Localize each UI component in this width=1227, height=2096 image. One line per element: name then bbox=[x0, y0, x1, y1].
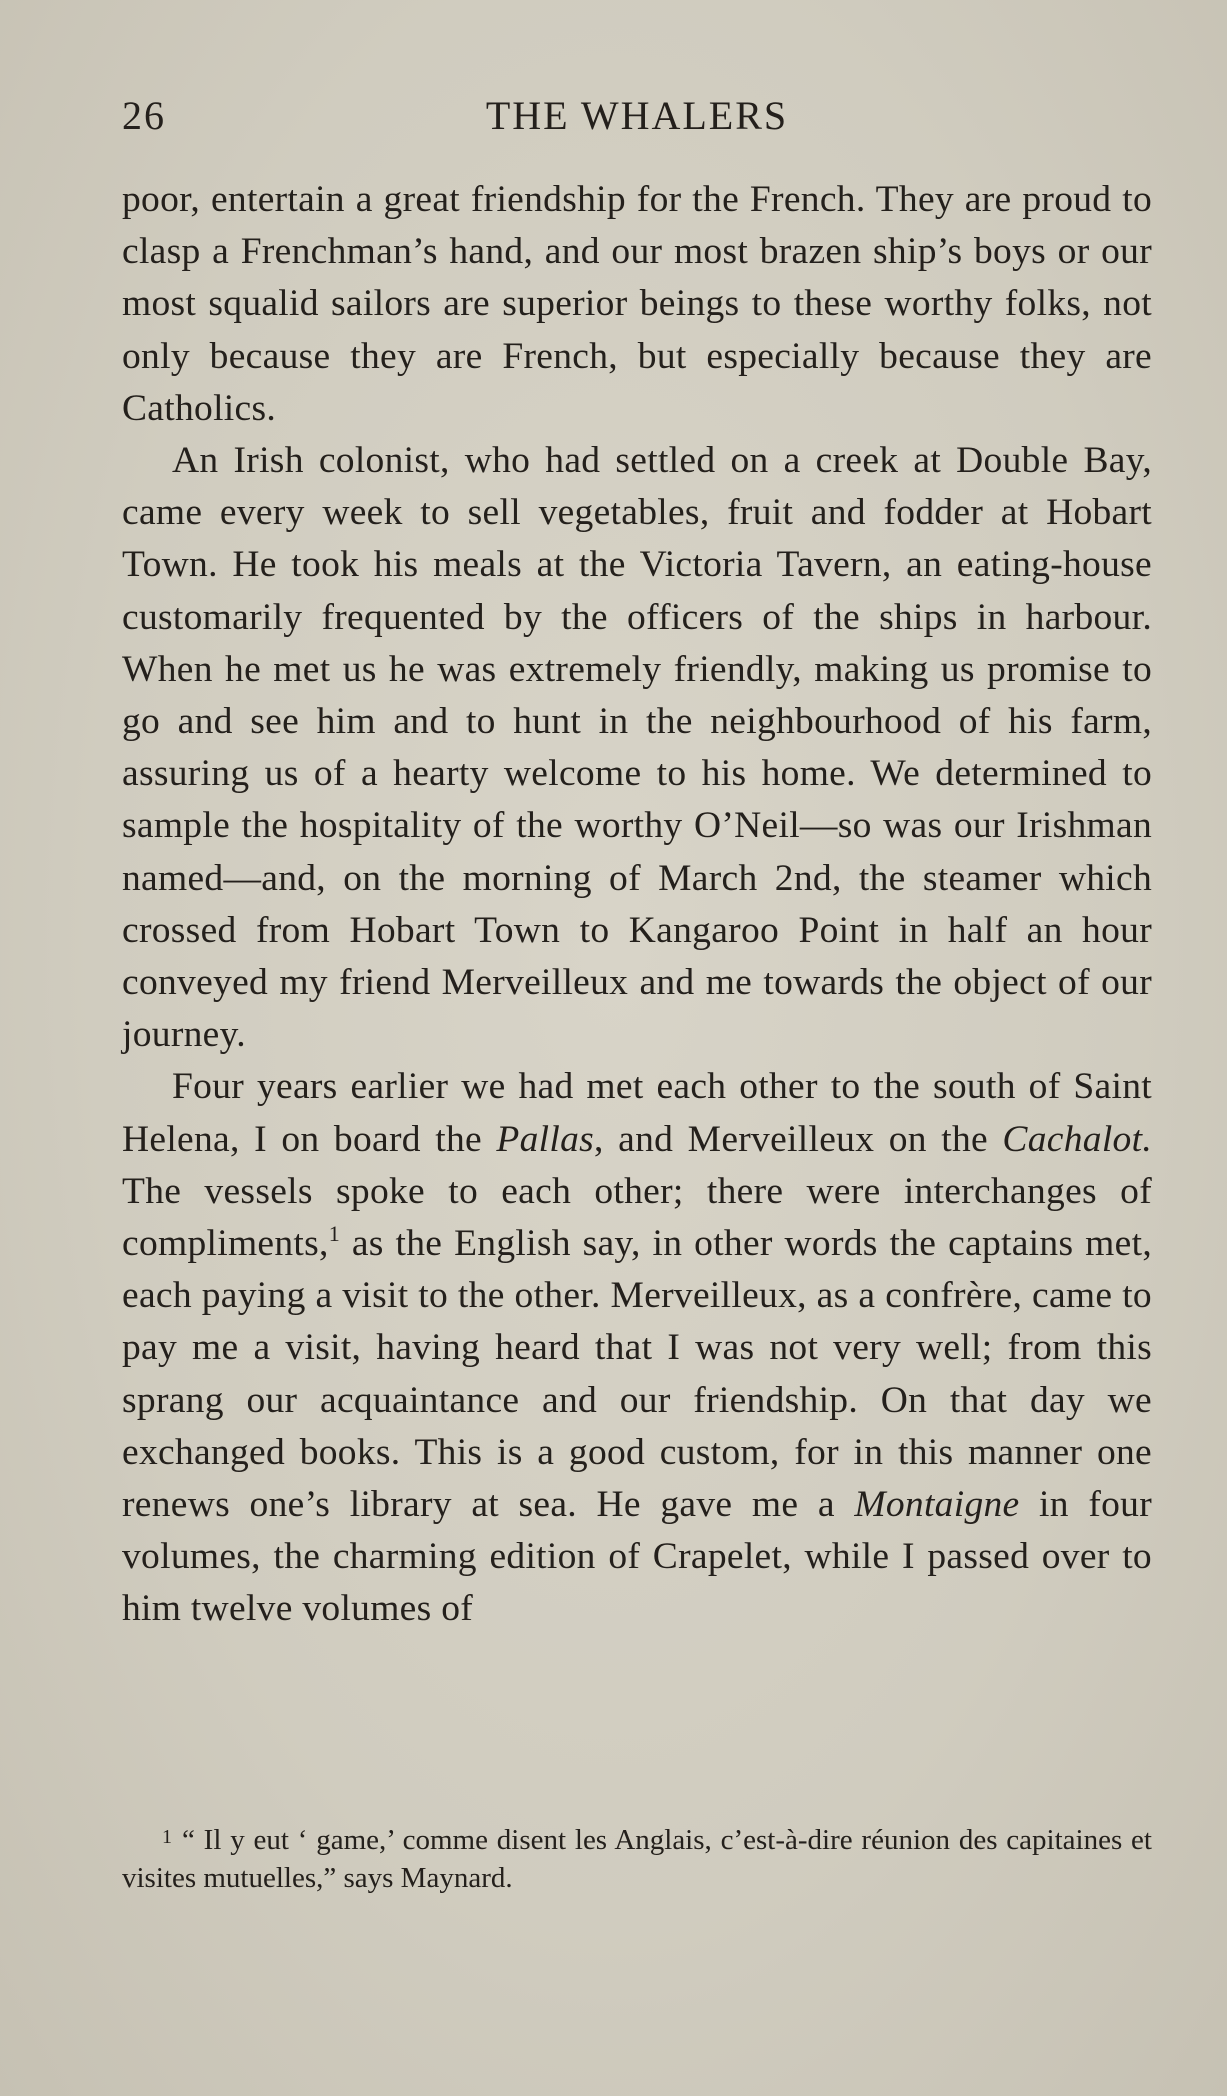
paragraph-2 bbox=[122, 435, 1152, 1061]
paragraph-text: , and Merveilleux on the bbox=[594, 1118, 1003, 1160]
paragraph-text: poor, entertain a great friendship for the French. They are proud to clasp a Frenchman’s hand, and our most brazen ship’s boys or our most squalid sailors are superior beings to these worthy folks, not only because they are French, but especially because they are Catholics. bbox=[122, 179, 1152, 429]
paragraph-3 bbox=[122, 1061, 1152, 1635]
paragraph-text: in four volumes, the charming edition of Crapelet, while I passed over to him twelve volumes of bbox=[122, 1484, 1152, 1630]
footnote-text: “ Il y eut ‘ game,’ comme disent les Anglais, c’est-à-dire réunion des capitaines et visites mutuelles,” says Maynard. bbox=[122, 1824, 1152, 1894]
paragraph-text: An Irish colonist, who had settled on a creek at Double Bay, came every week to sell vegetables, fruit and fodder at Hobart Town. He took his meals at the Victoria Tavern, an eating-house customarily frequented by the officers of the ships in harbour. When he met us he was extremely friendly, making us promise to go and see him and to hunt in the neighbourhood of his farm, assuring us of a hearty welcome to his home. We determined to sample the hospitality of the worthy O’Neil—so was our Irishman named—and, on the morning of March 2nd, the steamer which crossed from Hobart Town to Kangaroo Point in half an hour conveyed my friend Merveilleux and me towards the object of our journey. bbox=[122, 440, 1152, 1056]
paragraph-text: Four years earlier we had met each other to the south of Saint Helena, I on board the bbox=[122, 1066, 1152, 1160]
footnote-reference: 1 bbox=[328, 1221, 341, 1247]
ship-name-pallas: Pallas bbox=[496, 1118, 595, 1160]
ship-name-cachalot: Cachalot. bbox=[1002, 1118, 1152, 1160]
paragraph-text: The vessels spoke to each other; there were interchanges of compliments, bbox=[122, 1170, 1152, 1265]
running-title: THE WHALERS bbox=[485, 93, 789, 138]
book-title-montaigne: Montaigne bbox=[854, 1484, 1020, 1526]
footnote-1 bbox=[122, 1818, 1152, 1897]
paragraph-text: as the English say, in other words the captains met, each paying a visit to the other. Merveilleux, as a confrère, came to pay me a visit, having heard that I was not very well; from this sprang our acquaintance and our friendship. On that day we exchanged books. This is a good custom, for in this manner one renews one’s library at sea. He gave me a bbox=[122, 1223, 1152, 1526]
footnotes bbox=[122, 1818, 1152, 1897]
running-head bbox=[122, 92, 1152, 152]
paragraph-1 bbox=[122, 174, 1152, 435]
page-number: 26 bbox=[122, 93, 166, 138]
footnote-marker: 1 bbox=[162, 1826, 172, 1848]
body-text bbox=[122, 174, 1152, 1636]
